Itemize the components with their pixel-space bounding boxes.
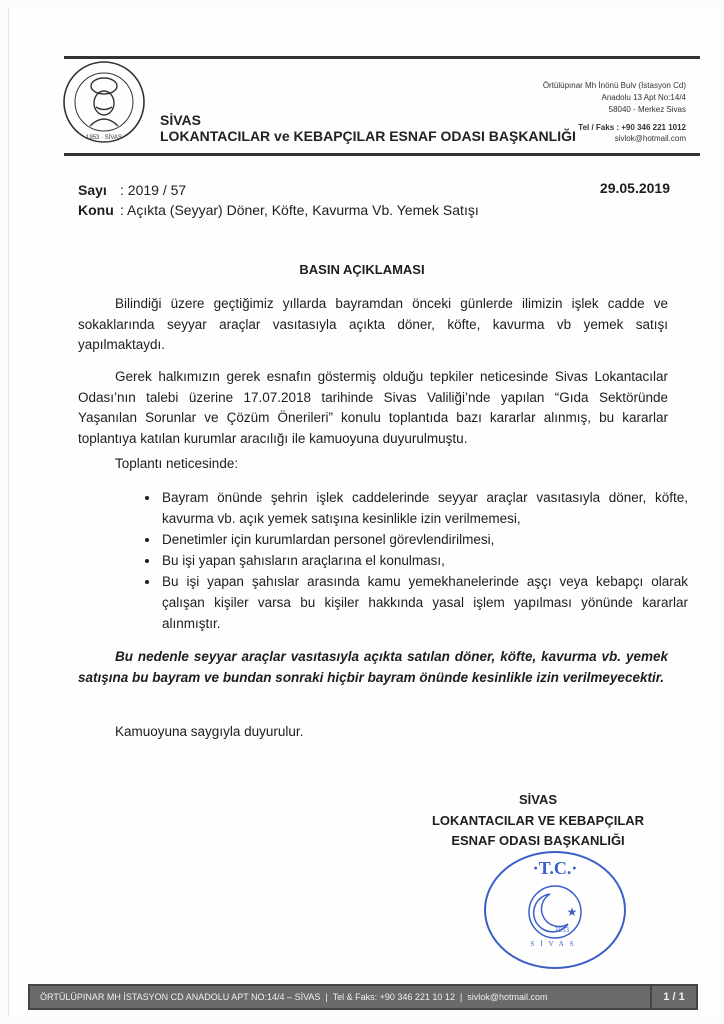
paragraph-text: Toplantı neticesinde: [115, 456, 239, 471]
document-meta [78, 180, 479, 220]
svg-text:★: ★ [566, 905, 578, 919]
konu-value: : Açıkta (Seyyar) Döner, Köfte, Kavurma Vb. Yemek Satışı [120, 202, 479, 218]
organization-logo [62, 60, 146, 144]
address-line: 58040 - Merkez Sivas [608, 105, 686, 114]
paragraph-text: Bilindiği üzere geçtiğimiz yıllarda bayramdan önceki günlerde ilimizin işlek cadde ve sokaklarında seyyar araçlar vasıtasıyla açıkta döner, köfte, kavurma vb yemek satışı yapılmaktaydı. [78, 296, 668, 352]
letterhead-contact [578, 122, 686, 144]
document-title: BASIN AÇIKLAMASI [299, 262, 425, 277]
paragraph [78, 294, 668, 356]
list-item: • Bayram önünde şehrin işlek caddelerinde seyyar araçlar vasıtasıyla döner, köfte, kavurma vb. açık yemek satışına kesinlikle izin verilmemesi, [160, 487, 688, 529]
letterhead-city: SİVAS [160, 112, 201, 128]
decision-list [140, 487, 688, 634]
closing-paragraph [78, 722, 668, 743]
svg-text:1953 · SİVAS: 1953 · SİVAS [86, 135, 122, 141]
emphasis-text: Bu nedenle seyyar araçlar vasıtasıyla açıkta satılan döner, köfte, kavurma vb. yemek satışına bu bayram ve bundan sonraki hiçbir bayram önünde kesinlikle izin verilmeyecektir. [78, 649, 668, 685]
letterhead-email: sivlok@hotmail.com [614, 134, 686, 143]
signature-block [420, 790, 656, 852]
letterhead-organization: LOKANTACILAR ve KEBAPÇILAR ESNAF ODASI BAŞKANLIĞI [160, 128, 576, 144]
paragraph-text: Gerek halkımızın gerek esnafın göstermiş olduğu tepkiler neticesinde Sivas Lokantacılar Odası’nın talebi üzerine 17.07.2018 tarihinde Sivas Valiliği’nde yapılan “Gıda Sektöründe Yaşanılan Sorunlar ve Çözüm Önerileri” konulu toplantıda bazı kararlar alınmış, bu kararlar toplantıya katılan kurumlar aracılığı ile kamuoyuna duyurulmuştu. [78, 369, 668, 446]
letterhead-phone: Tel / Faks : +90 346 221 1012 [578, 123, 686, 132]
signature-line: SİVAS [518, 792, 558, 807]
closing-text: Kamuoyuna saygıyla duyurulur. [115, 724, 304, 739]
page-number: 1 / 1 [650, 986, 696, 1008]
signature-line: LOKANTACILAR VE KEBAPÇILAR [431, 812, 645, 828]
page-footer [28, 984, 698, 1010]
address-line: Örtülüpınar Mh İnönü Bulv (İstasyon Cd) [542, 81, 686, 90]
konu-label: Konu [78, 202, 114, 218]
header-bottom-rule [64, 153, 700, 156]
header-top-rule [64, 56, 700, 59]
address-line: Anadolu 13 Apt No:14/4 [601, 93, 686, 102]
sayi-label: Sayı [78, 182, 107, 198]
footer-phone: Tel & Faks: +90 346 221 10 12 [332, 992, 455, 1002]
paragraph [78, 367, 668, 449]
footer-email: sivlok@hotmail.com [467, 992, 548, 1002]
footer-contact: ÖRTÜLÜPINAR MH İSTASYON CD ANADOLU APT NO:14/4 – SİVAS | Tel & Faks: +90 346 221 10 12 | sivlok@hotmail.com [40, 992, 548, 1002]
official-stamp [480, 848, 630, 972]
document-date: 29.05.2019 [599, 180, 670, 196]
emphasis-paragraph [78, 647, 668, 688]
signature-line: ESNAF ODASI BAŞKANLIĞI [451, 833, 625, 848]
list-item: • Bu işi yapan şahısların araçlarına el konulması, [160, 550, 688, 571]
list-item: • Bu işi yapan şahıslar arasında kamu yemekhanelerinde aşçı veya kebapçı olarak çalışan kişiler varsa bu kişiler hakkında yasal işlem yapılması yönünde kararlar alınmıştır. [160, 571, 688, 634]
svg-text:·T.C.·: ·T.C.· [532, 858, 578, 878]
list-item: • Denetimler için kurumlardan personel görevlendirilmesi, [160, 529, 688, 550]
footer-address: ÖRTÜLÜPINAR MH İSTASYON CD ANADOLU APT NO:14/4 – SİVAS [40, 992, 321, 1002]
sayi-value: : 2019 / 57 [120, 182, 187, 198]
svg-text:SİVAS: SİVAS [530, 940, 580, 948]
svg-text:1953: 1953 [555, 926, 569, 934]
letterhead-address [543, 80, 686, 116]
paragraph [78, 454, 668, 475]
